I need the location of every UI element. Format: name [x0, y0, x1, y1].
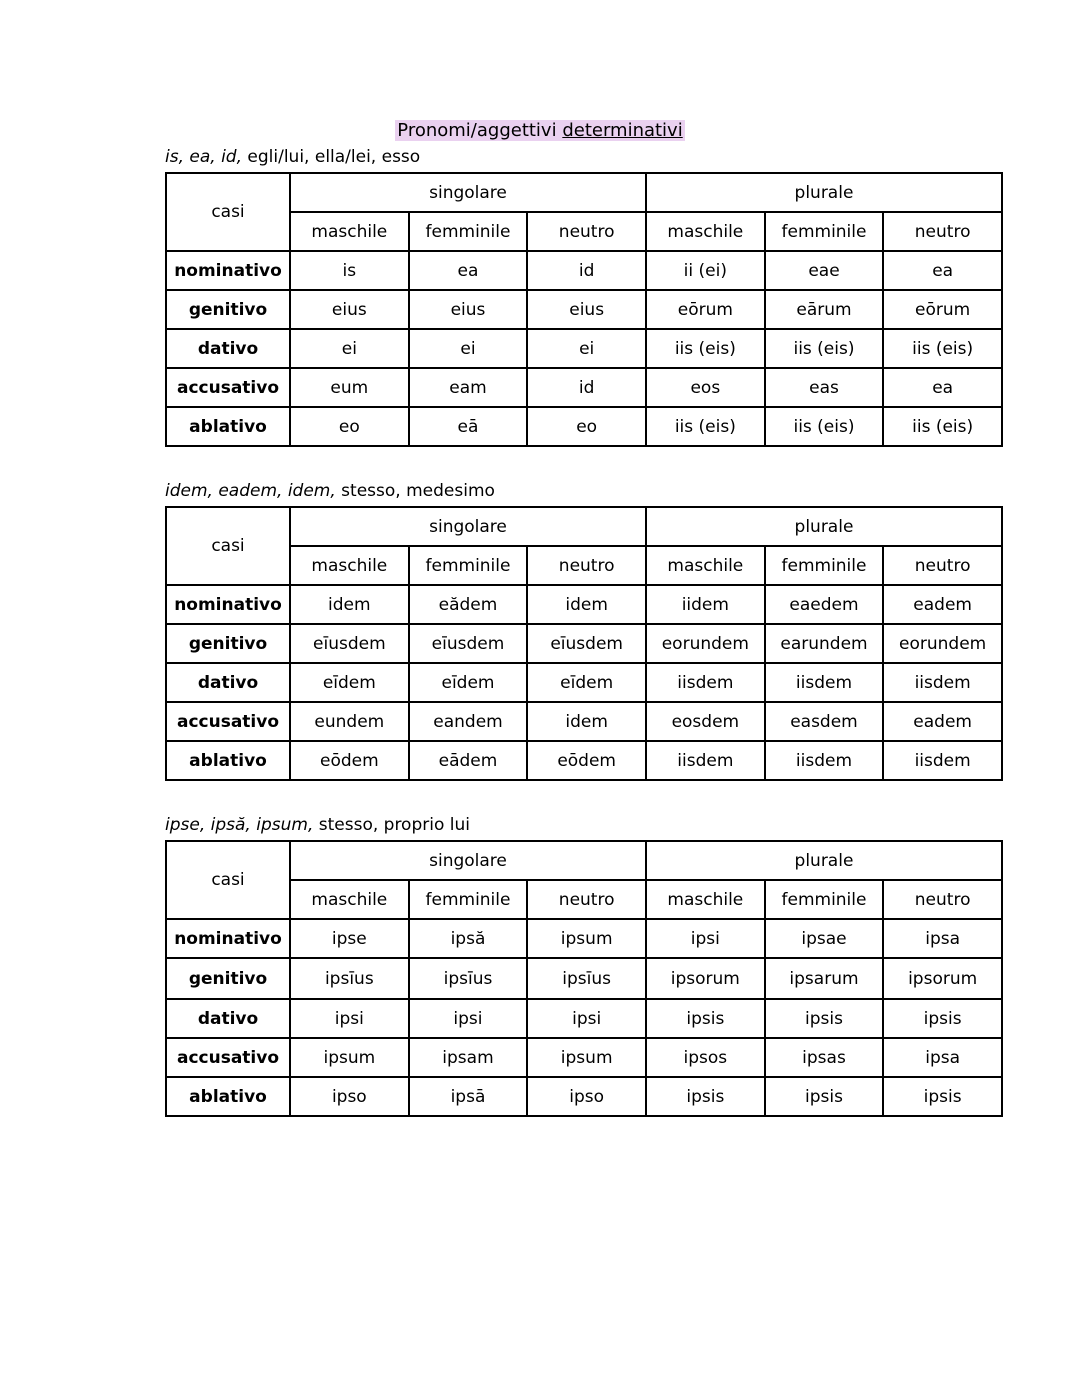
- declension-table: [165, 172, 1003, 447]
- heading-lemma: ipse, ipsă, ipsum,: [165, 815, 314, 835]
- header-plurale: plurale: [646, 173, 1002, 212]
- form-cell: ipsos: [646, 1038, 765, 1077]
- form-cell: iis (eis): [765, 329, 884, 368]
- header-row-number: [166, 507, 1002, 546]
- header-gender: neutro: [527, 546, 646, 585]
- form-cell: ipsam: [409, 1038, 528, 1077]
- form-cell: eārum: [765, 290, 884, 329]
- form-cell: ipsis: [765, 999, 884, 1038]
- form-cell: eum: [290, 368, 409, 407]
- form-cell: ipse: [290, 919, 409, 958]
- declension-table: [165, 506, 1003, 781]
- case-name: dativo: [166, 663, 290, 702]
- form-cell: eīusdem: [409, 624, 528, 663]
- section-heading: [165, 146, 1001, 172]
- section-idem-eadem-idem: [165, 480, 1001, 781]
- form-cell: iis (eis): [646, 407, 765, 446]
- table-row: [166, 1077, 1002, 1116]
- form-cell: ipsa: [883, 1038, 1002, 1077]
- form-cell: eadem: [883, 702, 1002, 741]
- heading-lemma: idem, eadem, idem,: [165, 481, 336, 501]
- case-name: nominativo: [166, 919, 290, 958]
- form-cell: iis (eis): [646, 329, 765, 368]
- form-cell: ipsarum: [765, 958, 884, 999]
- header-row-gender: [166, 546, 1002, 585]
- form-cell: ipsum: [527, 1038, 646, 1077]
- case-name: genitivo: [166, 290, 290, 329]
- header-gender: maschile: [646, 880, 765, 919]
- form-cell: eo: [527, 407, 646, 446]
- form-cell: ea: [409, 251, 528, 290]
- header-gender: maschile: [290, 546, 409, 585]
- header-singolare: singolare: [290, 173, 646, 212]
- header-gender: neutro: [527, 880, 646, 919]
- header-gender: femminile: [765, 212, 884, 251]
- header-gender: femminile: [409, 212, 528, 251]
- form-cell: ipsi: [646, 919, 765, 958]
- form-cell: eos: [646, 368, 765, 407]
- form-cell: eīusdem: [527, 624, 646, 663]
- header-gender: femminile: [765, 880, 884, 919]
- form-cell: eo: [290, 407, 409, 446]
- header-singolare: singolare: [290, 841, 646, 880]
- form-cell: idem: [290, 585, 409, 624]
- header-gender: maschile: [646, 212, 765, 251]
- form-cell: iisdem: [883, 741, 1002, 780]
- form-cell: eadem: [883, 585, 1002, 624]
- form-cell: ipsi: [527, 999, 646, 1038]
- heading-translation: stesso, proprio lui: [313, 815, 470, 835]
- declension-table: [165, 840, 1003, 1117]
- form-cell: ipsum: [527, 919, 646, 958]
- header-gender: femminile: [409, 546, 528, 585]
- form-cell: iisdem: [646, 663, 765, 702]
- section-heading: [165, 814, 1001, 840]
- header-row-gender: [166, 212, 1002, 251]
- header-gender: maschile: [646, 546, 765, 585]
- header-row-number: [166, 173, 1002, 212]
- form-cell: ipsorum: [883, 958, 1002, 999]
- section-ipse-ipsa-ipsum: [165, 814, 1001, 1117]
- case-name: dativo: [166, 329, 290, 368]
- header-gender: maschile: [290, 880, 409, 919]
- form-cell: idem: [527, 585, 646, 624]
- header-casi: casi: [166, 507, 290, 585]
- form-cell: eōrum: [646, 290, 765, 329]
- header-gender: maschile: [290, 212, 409, 251]
- case-name: ablativo: [166, 407, 290, 446]
- case-name: accusativo: [166, 702, 290, 741]
- form-cell: eius: [290, 290, 409, 329]
- form-cell: earundem: [765, 624, 884, 663]
- title-underlined-text: determinativi: [562, 120, 683, 141]
- form-cell: ipsi: [290, 999, 409, 1038]
- page-title: [0, 118, 1080, 144]
- header-gender: neutro: [883, 212, 1002, 251]
- form-cell: eam: [409, 368, 528, 407]
- form-cell: id: [527, 368, 646, 407]
- form-cell: iisdem: [765, 663, 884, 702]
- form-cell: eae: [765, 251, 884, 290]
- table-row: [166, 251, 1002, 290]
- form-cell: eīusdem: [290, 624, 409, 663]
- section-heading: [165, 480, 1001, 506]
- form-cell: eas: [765, 368, 884, 407]
- form-cell: id: [527, 251, 646, 290]
- header-gender: femminile: [765, 546, 884, 585]
- form-cell: eīdem: [527, 663, 646, 702]
- form-cell: eīdem: [290, 663, 409, 702]
- table-row: [166, 368, 1002, 407]
- form-cell: eōdem: [290, 741, 409, 780]
- form-cell: ipso: [527, 1077, 646, 1116]
- header-casi: casi: [166, 841, 290, 919]
- form-cell: iis (eis): [765, 407, 884, 446]
- case-name: ablativo: [166, 1077, 290, 1116]
- form-cell: eundem: [290, 702, 409, 741]
- form-cell: is: [290, 251, 409, 290]
- header-gender: femminile: [409, 880, 528, 919]
- header-plurale: plurale: [646, 507, 1002, 546]
- form-cell: ipsa: [883, 919, 1002, 958]
- form-cell: eandem: [409, 702, 528, 741]
- form-cell: eădem: [409, 585, 528, 624]
- header-gender: neutro: [527, 212, 646, 251]
- header-row-number: [166, 841, 1002, 880]
- form-cell: iis (eis): [883, 329, 1002, 368]
- case-name: genitivo: [166, 624, 290, 663]
- form-cell: idem: [527, 702, 646, 741]
- case-name: accusativo: [166, 368, 290, 407]
- table-row: [166, 1038, 1002, 1077]
- form-cell: ipsi: [409, 999, 528, 1038]
- form-cell: ipsīus: [290, 958, 409, 999]
- header-plurale: plurale: [646, 841, 1002, 880]
- case-name: dativo: [166, 999, 290, 1038]
- form-cell: ea: [883, 368, 1002, 407]
- form-cell: ei: [409, 329, 528, 368]
- form-cell: ipsis: [883, 1077, 1002, 1116]
- table-row: [166, 999, 1002, 1038]
- header-gender: neutro: [883, 546, 1002, 585]
- table-row: [166, 702, 1002, 741]
- form-cell: eōrum: [883, 290, 1002, 329]
- case-name: nominativo: [166, 251, 290, 290]
- heading-translation: egli/lui, ella/lei, esso: [242, 147, 421, 167]
- header-gender: neutro: [883, 880, 1002, 919]
- form-cell: eius: [527, 290, 646, 329]
- form-cell: iisdem: [765, 741, 884, 780]
- form-cell: ei: [290, 329, 409, 368]
- header-singolare: singolare: [290, 507, 646, 546]
- form-cell: ipsorum: [646, 958, 765, 999]
- heading-lemma: is, ea, id,: [165, 147, 242, 167]
- form-cell: eius: [409, 290, 528, 329]
- form-cell: ii (ei): [646, 251, 765, 290]
- case-name: nominativo: [166, 585, 290, 624]
- section-is-ea-id: [165, 146, 1001, 447]
- form-cell: eīdem: [409, 663, 528, 702]
- table-row: [166, 407, 1002, 446]
- title-text: Pronomi/aggettivi: [397, 120, 563, 141]
- form-cell: ipsis: [646, 999, 765, 1038]
- form-cell: eorundem: [646, 624, 765, 663]
- form-cell: iidem: [646, 585, 765, 624]
- form-cell: eōdem: [527, 741, 646, 780]
- form-cell: ea: [883, 251, 1002, 290]
- case-name: genitivo: [166, 958, 290, 999]
- form-cell: ipsīus: [527, 958, 646, 999]
- form-cell: ipsis: [883, 999, 1002, 1038]
- form-cell: easdem: [765, 702, 884, 741]
- table-row: [166, 741, 1002, 780]
- form-cell: ipsas: [765, 1038, 884, 1077]
- form-cell: eaedem: [765, 585, 884, 624]
- heading-translation: stesso, medesimo: [335, 481, 495, 501]
- form-cell: eādem: [409, 741, 528, 780]
- form-cell: ipsīus: [409, 958, 528, 999]
- form-cell: ipsă: [409, 919, 528, 958]
- form-cell: ipsum: [290, 1038, 409, 1077]
- table-row: [166, 290, 1002, 329]
- table-row: [166, 329, 1002, 368]
- form-cell: ei: [527, 329, 646, 368]
- header-casi: casi: [166, 173, 290, 251]
- form-cell: iisdem: [646, 741, 765, 780]
- title-highlight: [395, 120, 684, 141]
- form-cell: eā: [409, 407, 528, 446]
- table-row: [166, 663, 1002, 702]
- form-cell: ipsā: [409, 1077, 528, 1116]
- form-cell: eorundem: [883, 624, 1002, 663]
- form-cell: eosdem: [646, 702, 765, 741]
- header-row-gender: [166, 880, 1002, 919]
- form-cell: ipsis: [646, 1077, 765, 1116]
- table-row: [166, 958, 1002, 999]
- form-cell: ipsae: [765, 919, 884, 958]
- table-row: [166, 585, 1002, 624]
- form-cell: ipsis: [765, 1077, 884, 1116]
- case-name: accusativo: [166, 1038, 290, 1077]
- table-row: [166, 919, 1002, 958]
- form-cell: iisdem: [883, 663, 1002, 702]
- table-row: [166, 624, 1002, 663]
- form-cell: ipso: [290, 1077, 409, 1116]
- case-name: ablativo: [166, 741, 290, 780]
- form-cell: iis (eis): [883, 407, 1002, 446]
